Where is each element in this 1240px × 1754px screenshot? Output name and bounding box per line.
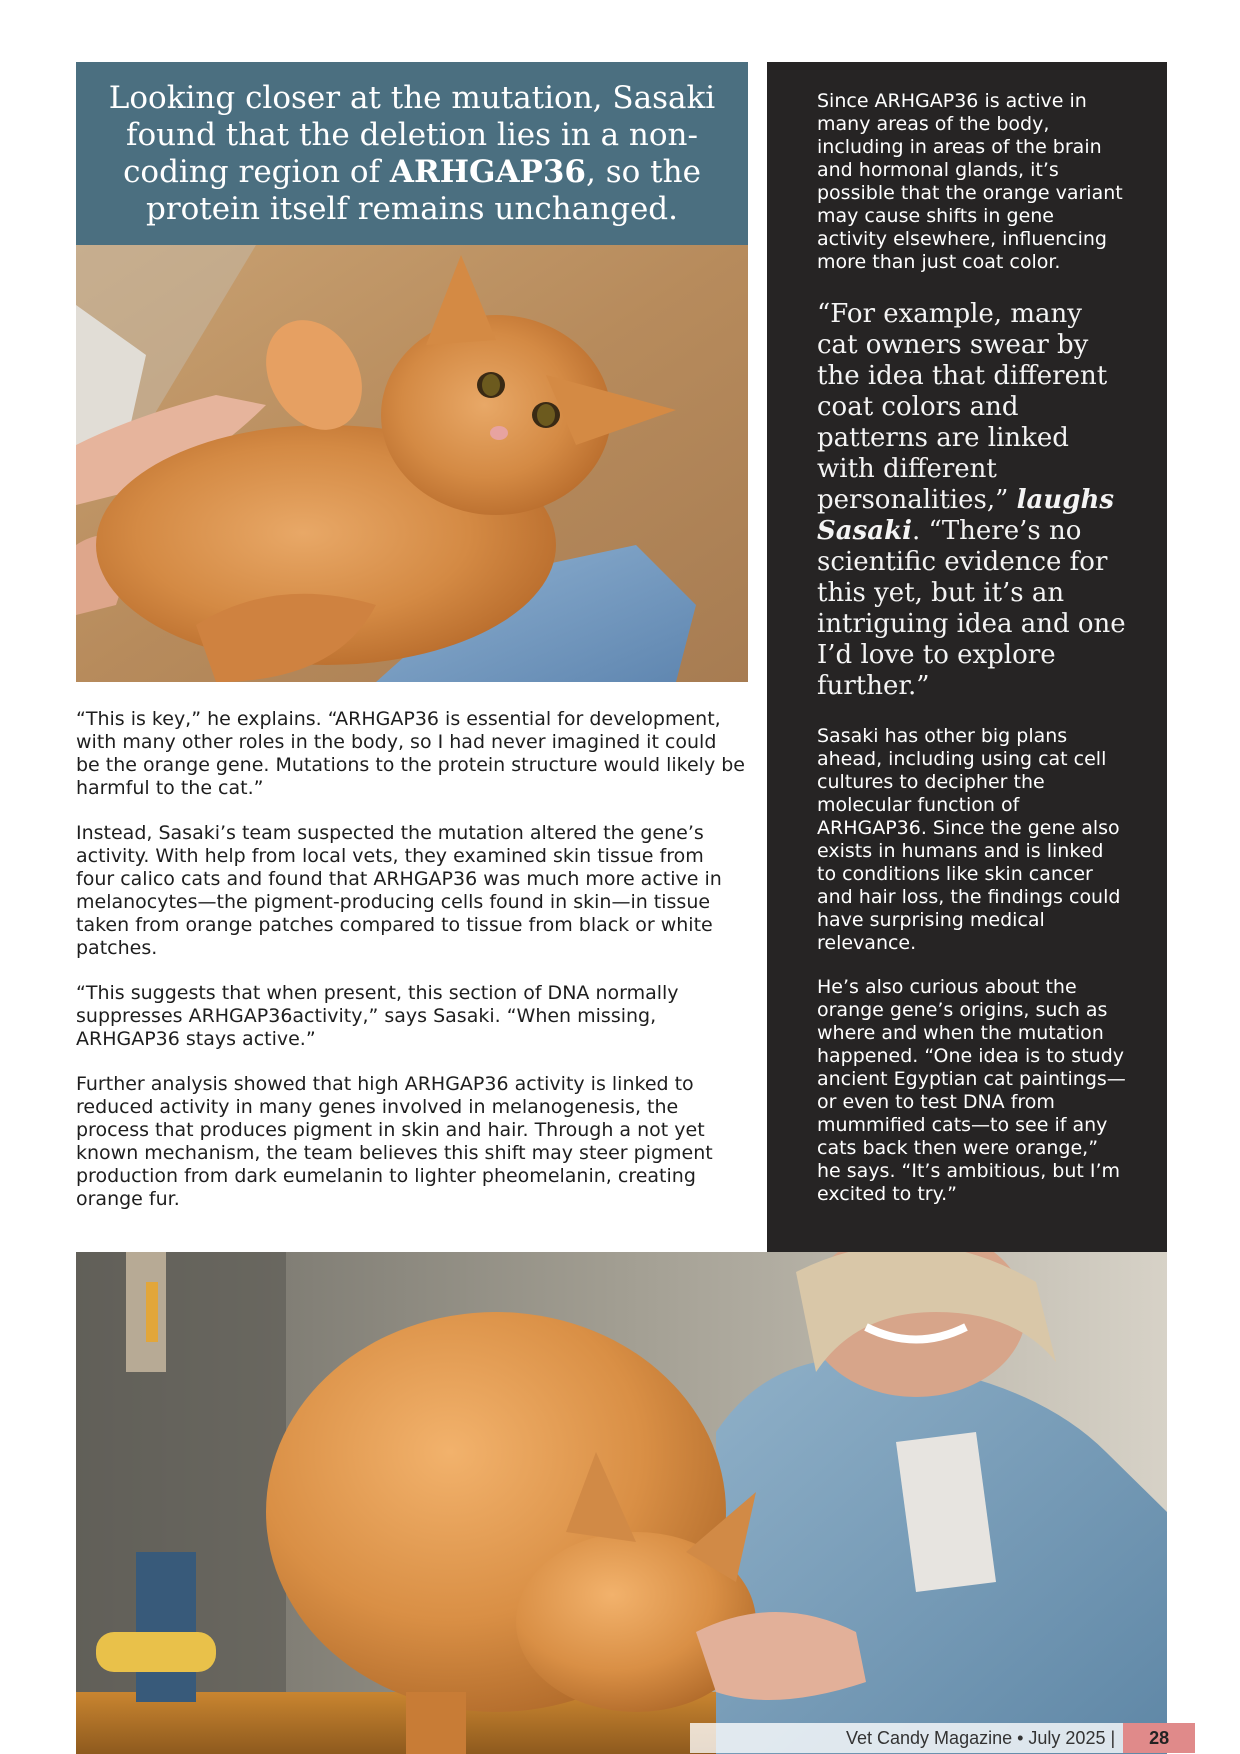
sidebar-paragraph: Sasaki has other big plans ahead, including using cat cell cultures to decipher the molecular function of ARHGAP36. Since the gene also exists in humans and is linked to conditions like skin cancer and hair loss, the findings could have surprising medical relevance.: [817, 725, 1121, 954]
pull-quote-before: Looking closer at the mutation, Sasaki found that the deletion lies in a non-coding region of: [108, 79, 716, 190]
sidebar-quote-before: “For example, many cat owners swear by the idea that different coat colors and patterns are linked with different personalities,”: [817, 299, 1108, 515]
article-paragraph: “This is key,” he explains. “ARHGAP36 is essential for development, with many other roles in the body, so I had never imagined it could be the orange gene. Mutations to the protein structure would likely be harmful to the cat.”: [76, 708, 745, 799]
sidebar-paragraph: He’s also curious about the orange gene’s origins, such as where and when the mutation happened. “One idea is to study ancient Egyptian cat paintings—or even to test DNA from mummified cats—to see if any cats back then were orange,” he says. “It’s ambitious, but I’m excited to try.”: [817, 976, 1126, 1205]
article-paragraph: Further analysis showed that high ARHGAP36 activity is linked to reduced activity in many genes involved in melanogenesis, the process that produces pigment in skin and hair. Through a not yet known mechanism, the team believes this shift may steer pigment production from dark eumelanin to lighter pheomelanin, creating orange fur.: [76, 1073, 713, 1210]
pull-quote-after: , so the protein itself remains unchanged.: [145, 153, 701, 227]
page-number: 28: [1123, 1723, 1195, 1753]
sidebar-quote-emphasis: laughs Sasaki: [817, 485, 1115, 546]
photo-cat-on-lap: [76, 245, 748, 682]
photo-cat-with-woman: [76, 1252, 1167, 1754]
article-body: [76, 708, 746, 1233]
article-paragraph: “This suggests that when present, this section of DNA normally suppresses ARHGAP36activity,” says Sasaki. “When missing, ARHGAP36 stays active.”: [76, 982, 679, 1050]
sidebar-quote: [817, 299, 1127, 702]
footer-publication: Vet Candy Magazine • July 2025 |: [690, 1723, 1123, 1753]
sidebar-intro: Since ARHGAP36 is active in many areas of the body, including in areas of the brain and hormonal glands, it’s possible that the orange variant may cause shifts in gene activity elsewhere, influencing more than just coat color.: [817, 90, 1123, 273]
pull-quote-text: [98, 80, 726, 228]
page-footer: [690, 1723, 1195, 1753]
sidebar: [767, 62, 1167, 1252]
sidebar-quote-after: . “There’s no scientific evidence for this yet, but it’s an intriguing idea and one I’d love to explore further.”: [817, 516, 1126, 701]
pull-quote: [76, 62, 748, 245]
pull-quote-emphasis: ARHGAP36: [389, 153, 587, 190]
article-paragraph: Instead, Sasaki’s team suspected the mutation altered the gene’s activity. With help from local vets, they examined skin tissue from four calico cats and found that ARHGAP36 was much more active in melanocytes—the pigment-producing cells found in skin—in tissue taken from orange patches compared to tissue from black or white patches.: [76, 822, 722, 959]
